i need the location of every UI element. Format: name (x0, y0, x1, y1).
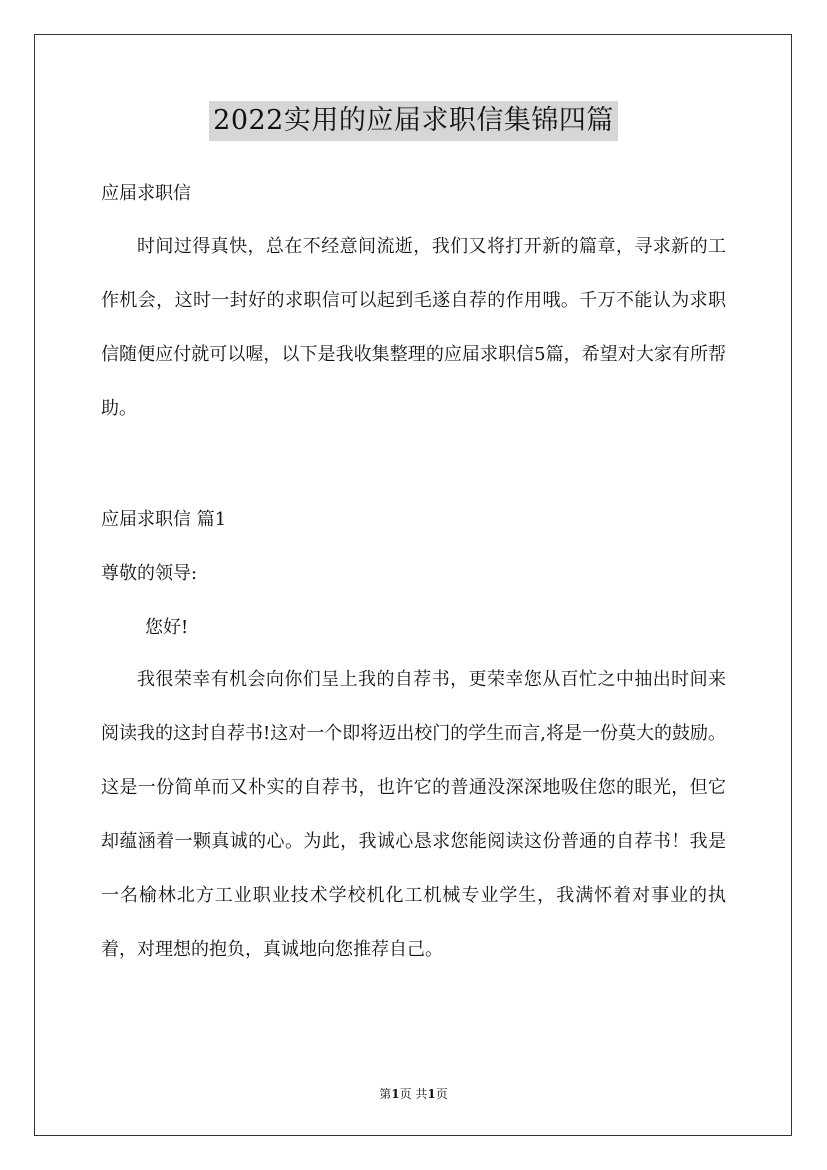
article-heading: 应届求职信 篇1 (101, 509, 227, 530)
salutation: 尊敬的领导: (101, 563, 198, 584)
intro-paragraph: 时间过得真快，总在不经意间流逝，我们又将打开新的篇章，寻求新的工作机会，这时一封好的求职信可以起到毛遂自荐的作用哦。千万不能认为求职信随便应付就可以喔，以下是我收集整理的应届求职信5篇，希望对大家有所帮助。 (101, 236, 726, 419)
body-paragraph: 我很荣幸有机会向你们呈上我的自荐书，更荣幸您从百忙之中抽出时间来阅读我的这封自荐书!这对一个即将迈出校门的学生而言,将是一份莫大的鼓励。这是一份简单而又朴实的自荐书，也许它的普通没深深地吸住您的眼光，但它却蕴涵着一颗真诚的心。为此，我诚心恳求您能阅读这份普通的自荐书！我是一名榆林北方工业职业技术学校机化工机械专业学生，我满怀着对事业的执着，对理想的抱负，真诚地向您推荐自己。 (101, 669, 726, 960)
footer-page-prefix: 第 (379, 1087, 392, 1101)
footer-page-mid: 页 共 (399, 1087, 428, 1101)
footer-page-current: 1 (391, 1087, 400, 1101)
document-title: 2022实用的应届求职信集锦四篇 (209, 101, 618, 141)
section-heading: 应届求职信 (101, 183, 191, 204)
title-container (0, 101, 827, 141)
footer-page-total: 1 (427, 1087, 436, 1101)
page-footer (0, 1086, 827, 1102)
greeting: 您好! (145, 617, 189, 638)
footer-page-suffix: 页 (435, 1087, 448, 1101)
